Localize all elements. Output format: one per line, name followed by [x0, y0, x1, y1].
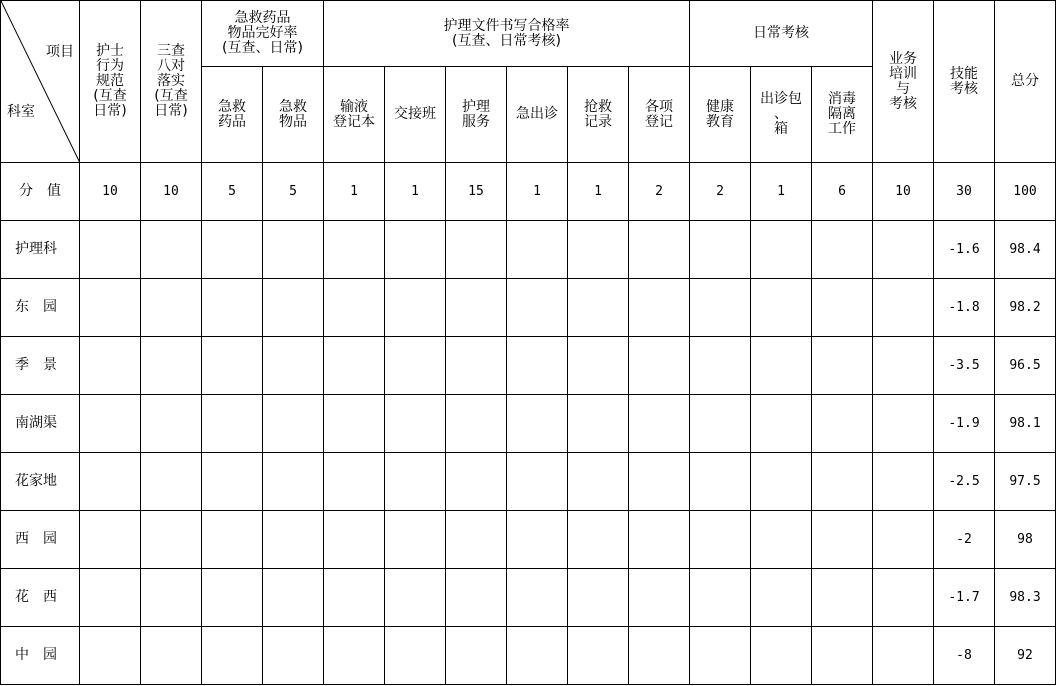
empty-cell — [629, 627, 690, 685]
department-name: 花 西 — [1, 569, 80, 627]
subheader-visit-kit: 出诊包 、 箱 — [751, 67, 812, 163]
empty-cell — [812, 569, 873, 627]
department-name: 花家地 — [1, 453, 80, 511]
empty-cell — [202, 395, 263, 453]
empty-cell — [263, 395, 324, 453]
empty-cell — [263, 627, 324, 685]
empty-cell — [141, 279, 202, 337]
score-row — [1, 163, 1056, 221]
empty-cell — [507, 569, 568, 627]
empty-cell — [446, 511, 507, 569]
empty-cell — [141, 569, 202, 627]
header-nurse-conduct: 护士 行为 规范 (互查 日常) — [80, 1, 141, 163]
total-score: 92 — [995, 627, 1056, 685]
empty-cell — [263, 221, 324, 279]
subheader-first-aid-drugs: 急救 药品 — [202, 67, 263, 163]
empty-cell — [812, 395, 873, 453]
empty-cell — [873, 337, 934, 395]
empty-cell — [751, 627, 812, 685]
total-score: 96.5 — [995, 337, 1056, 395]
empty-cell — [751, 337, 812, 395]
skill-score: -2 — [934, 511, 995, 569]
corner-dept-label: 科室 — [7, 104, 35, 120]
table-row — [1, 511, 1056, 569]
empty-cell — [202, 279, 263, 337]
subheader-infusion-log: 输液 登记本 — [324, 67, 385, 163]
empty-cell — [446, 453, 507, 511]
skill-score: -1.7 — [934, 569, 995, 627]
header-three-checks: 三查 八对 落实 (互查 日常) — [141, 1, 202, 163]
score-value: 1 — [507, 163, 568, 221]
empty-cell — [873, 511, 934, 569]
subheader-shift-handover: 交接班 — [385, 67, 446, 163]
empty-cell — [202, 221, 263, 279]
skill-score: -1.6 — [934, 221, 995, 279]
empty-cell — [385, 395, 446, 453]
empty-cell — [629, 453, 690, 511]
empty-cell — [141, 511, 202, 569]
header-total: 总分 — [995, 1, 1056, 163]
empty-cell — [385, 511, 446, 569]
empty-cell — [568, 453, 629, 511]
empty-cell — [507, 453, 568, 511]
empty-cell — [568, 279, 629, 337]
subheader-health-education: 健康 教育 — [690, 67, 751, 163]
empty-cell — [568, 511, 629, 569]
score-value: 10 — [873, 163, 934, 221]
empty-cell — [80, 511, 141, 569]
score-value: 1 — [324, 163, 385, 221]
total-score: 98.4 — [995, 221, 1056, 279]
empty-cell — [324, 395, 385, 453]
score-value: 15 — [446, 163, 507, 221]
empty-cell — [263, 569, 324, 627]
skill-score: -8 — [934, 627, 995, 685]
header-training: 业务 培训 与 考核 — [873, 1, 934, 163]
empty-cell — [263, 453, 324, 511]
department-name: 中 园 — [1, 627, 80, 685]
total-score: 98 — [995, 511, 1056, 569]
empty-cell — [202, 569, 263, 627]
empty-cell — [812, 337, 873, 395]
empty-cell — [385, 279, 446, 337]
empty-cell — [690, 395, 751, 453]
empty-cell — [751, 221, 812, 279]
empty-cell — [263, 511, 324, 569]
subheader-registrations: 各项 登记 — [629, 67, 690, 163]
empty-cell — [690, 569, 751, 627]
empty-cell — [141, 395, 202, 453]
empty-cell — [751, 453, 812, 511]
score-value: 100 — [995, 163, 1056, 221]
header-skill: 技能 考核 — [934, 1, 995, 163]
skill-score: -1.8 — [934, 279, 995, 337]
empty-cell — [629, 395, 690, 453]
total-score: 98.2 — [995, 279, 1056, 337]
empty-cell — [812, 627, 873, 685]
empty-cell — [873, 627, 934, 685]
empty-cell — [568, 395, 629, 453]
empty-cell — [80, 279, 141, 337]
score-value: 2 — [690, 163, 751, 221]
table-row — [1, 627, 1056, 685]
empty-cell — [629, 337, 690, 395]
empty-cell — [812, 279, 873, 337]
empty-cell — [690, 279, 751, 337]
empty-cell — [690, 627, 751, 685]
empty-cell — [873, 569, 934, 627]
empty-cell — [141, 221, 202, 279]
table-row — [1, 453, 1056, 511]
subheader-rescue-record: 抢救 记录 — [568, 67, 629, 163]
empty-cell — [202, 453, 263, 511]
empty-cell — [385, 627, 446, 685]
score-value: 6 — [812, 163, 873, 221]
score-value: 10 — [141, 163, 202, 221]
empty-cell — [507, 395, 568, 453]
empty-cell — [629, 569, 690, 627]
subheader-emergency-call: 急出诊 — [507, 67, 568, 163]
empty-cell — [690, 511, 751, 569]
empty-cell — [690, 453, 751, 511]
empty-cell — [629, 279, 690, 337]
subheader-first-aid-items: 急救 物品 — [263, 67, 324, 163]
empty-cell — [263, 279, 324, 337]
empty-cell — [385, 569, 446, 627]
empty-cell — [812, 453, 873, 511]
score-value: 30 — [934, 163, 995, 221]
empty-cell — [324, 511, 385, 569]
department-name: 东 园 — [1, 279, 80, 337]
table-row — [1, 569, 1056, 627]
score-value: 5 — [263, 163, 324, 221]
score-value: 2 — [629, 163, 690, 221]
department-name: 季 景 — [1, 337, 80, 395]
empty-cell — [324, 453, 385, 511]
empty-cell — [80, 627, 141, 685]
empty-cell — [751, 279, 812, 337]
header-nursing-documents: 护理文件书写合格率 (互查、日常考核) — [324, 1, 690, 67]
empty-cell — [141, 453, 202, 511]
empty-cell — [751, 569, 812, 627]
empty-cell — [324, 627, 385, 685]
score-row-label: 分 值 — [1, 163, 80, 221]
empty-cell — [690, 337, 751, 395]
empty-cell — [812, 511, 873, 569]
empty-cell — [568, 627, 629, 685]
empty-cell — [385, 453, 446, 511]
empty-cell — [873, 221, 934, 279]
empty-cell — [324, 337, 385, 395]
empty-cell — [507, 511, 568, 569]
score-value: 1 — [751, 163, 812, 221]
empty-cell — [446, 221, 507, 279]
empty-cell — [263, 337, 324, 395]
score-value: 5 — [202, 163, 263, 221]
empty-cell — [873, 395, 934, 453]
empty-cell — [751, 395, 812, 453]
score-value: 10 — [80, 163, 141, 221]
empty-cell — [507, 337, 568, 395]
subheader-nursing-service: 护理 服务 — [446, 67, 507, 163]
department-name: 护理科 — [1, 221, 80, 279]
empty-cell — [446, 395, 507, 453]
empty-cell — [324, 569, 385, 627]
skill-score: -2.5 — [934, 453, 995, 511]
empty-cell — [80, 337, 141, 395]
empty-cell — [568, 221, 629, 279]
empty-cell — [202, 511, 263, 569]
score-value: 1 — [568, 163, 629, 221]
empty-cell — [507, 221, 568, 279]
diagonal-line — [1, 1, 80, 163]
empty-cell — [568, 337, 629, 395]
skill-score: -1.9 — [934, 395, 995, 453]
table-row — [1, 395, 1056, 453]
total-score: 98.3 — [995, 569, 1056, 627]
empty-cell — [446, 569, 507, 627]
empty-cell — [446, 337, 507, 395]
empty-cell — [629, 511, 690, 569]
empty-cell — [80, 221, 141, 279]
corner-item-label: 项目 — [46, 44, 74, 60]
empty-cell — [202, 627, 263, 685]
empty-cell — [385, 337, 446, 395]
total-score: 97.5 — [995, 453, 1056, 511]
table-row — [1, 221, 1056, 279]
empty-cell — [446, 279, 507, 337]
empty-cell — [324, 221, 385, 279]
empty-cell — [80, 569, 141, 627]
empty-cell — [141, 337, 202, 395]
table-row — [1, 279, 1056, 337]
empty-cell — [141, 627, 202, 685]
empty-cell — [80, 395, 141, 453]
corner-header — [1, 1, 80, 163]
empty-cell — [690, 221, 751, 279]
empty-cell — [873, 279, 934, 337]
table-row — [1, 337, 1056, 395]
empty-cell — [507, 279, 568, 337]
empty-cell — [629, 221, 690, 279]
empty-cell — [324, 279, 385, 337]
empty-cell — [568, 569, 629, 627]
total-score: 98.1 — [995, 395, 1056, 453]
empty-cell — [385, 221, 446, 279]
header-first-aid-supplies: 急救药品 物品完好率 (互查、日常) — [202, 1, 324, 67]
score-value: 1 — [385, 163, 446, 221]
empty-cell — [812, 221, 873, 279]
subheader-disinfection: 消毒 隔离 工作 — [812, 67, 873, 163]
department-name: 西 园 — [1, 511, 80, 569]
empty-cell — [446, 627, 507, 685]
department-name: 南湖渠 — [1, 395, 80, 453]
empty-cell — [873, 453, 934, 511]
skill-score: -3.5 — [934, 337, 995, 395]
empty-cell — [202, 337, 263, 395]
empty-cell — [751, 511, 812, 569]
empty-cell — [80, 453, 141, 511]
empty-cell — [507, 627, 568, 685]
header-daily-assessment: 日常考核 — [690, 1, 873, 67]
